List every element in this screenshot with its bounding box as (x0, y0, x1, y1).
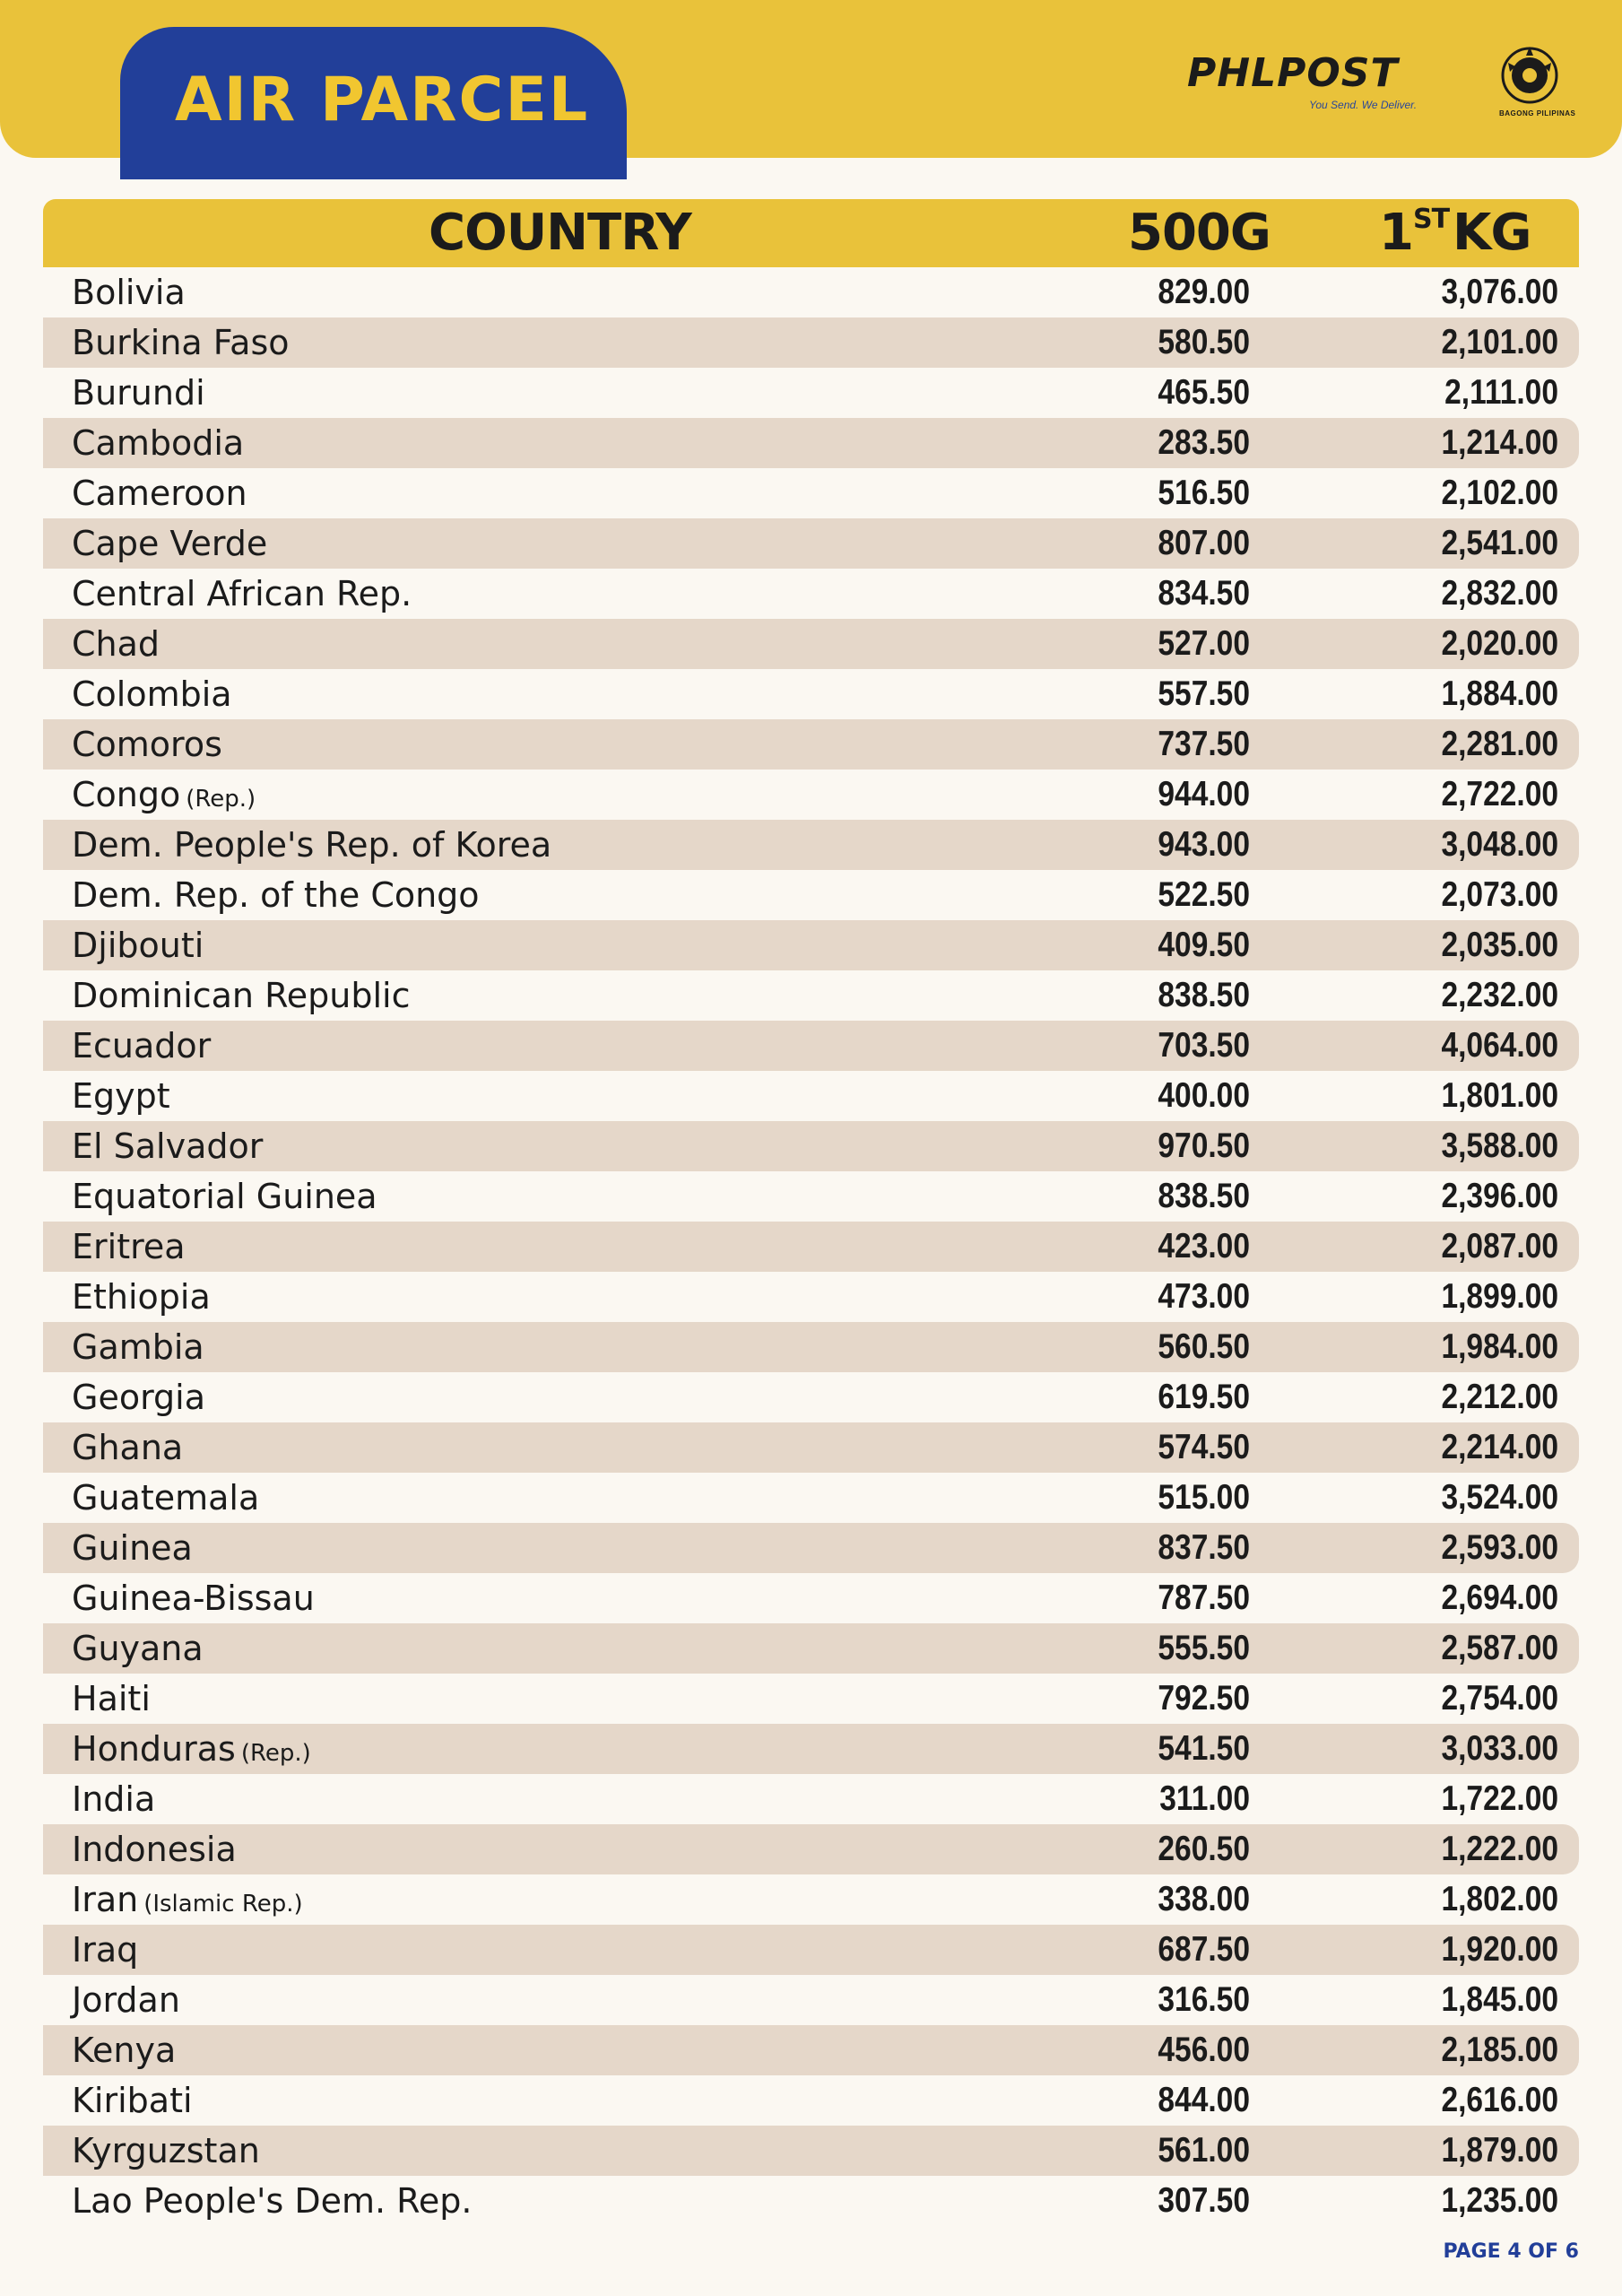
table-row (43, 1724, 1579, 1774)
rate-500g-cell: 944.00 (1158, 775, 1250, 813)
rate-500g-cell: 307.50 (1158, 2181, 1250, 2220)
table-row (43, 1824, 1579, 1874)
country-cell (72, 1473, 259, 1523)
table-row (43, 518, 1579, 569)
rate-1st-kg-cell: 4,064.00 (1441, 1026, 1558, 1065)
column-header-1st-kg-number: 1 (1379, 204, 1413, 262)
country-name: Ghana (72, 1428, 184, 1467)
rate-500g-cell: 829.00 (1158, 273, 1250, 311)
table-body (43, 267, 1579, 2226)
country-name: Central African Rep. (72, 574, 412, 613)
country-cell (72, 820, 551, 870)
rate-1st-kg-cell: 3,076.00 (1441, 273, 1558, 311)
country-cell (72, 870, 480, 920)
country-cell (72, 719, 222, 770)
country-cell (72, 518, 267, 569)
table-row (43, 1121, 1579, 1171)
column-header-country: COUNTRY (429, 204, 691, 262)
country-cell (72, 1272, 211, 1322)
country-name: Kiribati (72, 2081, 193, 2120)
country-name: Dominican Republic (72, 976, 411, 1015)
country-name: Colombia (72, 674, 232, 714)
table-row (43, 770, 1579, 820)
column-header-1st-kg-unit: KG (1453, 204, 1531, 262)
rate-500g-cell: 838.50 (1158, 976, 1250, 1014)
table-row (43, 1774, 1579, 1824)
country-cell (72, 1824, 237, 1874)
country-cell (72, 2126, 260, 2176)
country-name: Indonesia (72, 1830, 237, 1869)
country-name: Chad (72, 624, 160, 664)
table-row (43, 1272, 1579, 1322)
country-cell (72, 1121, 263, 1171)
rate-1st-kg-cell: 1,899.00 (1441, 1277, 1558, 1316)
rate-1st-kg-cell: 1,801.00 (1441, 1076, 1558, 1115)
country-name: Georgia (72, 1378, 205, 1417)
table-row (43, 1071, 1579, 1121)
rate-1st-kg-cell: 2,035.00 (1441, 926, 1558, 964)
table-row (43, 1372, 1579, 1422)
country-note: (Islamic Rep.) (143, 1891, 303, 1918)
table-row (43, 2176, 1579, 2226)
bagong-pilipinas-seal-icon (1496, 39, 1564, 108)
country-name: Cambodia (72, 423, 245, 463)
country-cell (72, 770, 256, 820)
rate-500g-cell: 619.50 (1158, 1378, 1250, 1416)
logo-wordmark: PHLPOST (1187, 50, 1399, 96)
rate-1st-kg-cell: 2,832.00 (1441, 574, 1558, 613)
country-cell (72, 1874, 303, 1925)
rate-1st-kg-cell: 2,087.00 (1441, 1227, 1558, 1265)
rate-500g-cell: 560.50 (1158, 1327, 1250, 1366)
country-cell (72, 1171, 377, 1222)
country-cell (72, 1222, 186, 1272)
rate-500g-cell: 283.50 (1158, 423, 1250, 462)
rate-1st-kg-cell: 1,722.00 (1441, 1779, 1558, 1818)
country-name: Congo (72, 775, 181, 814)
table-row (43, 970, 1579, 1021)
country-name: Jordan (72, 1980, 180, 2020)
rate-1st-kg-cell: 1,884.00 (1441, 674, 1558, 713)
rate-1st-kg-cell: 1,879.00 (1441, 2131, 1558, 2170)
country-cell (72, 1623, 204, 1674)
rate-500g-cell: 792.50 (1158, 1679, 1250, 1718)
rate-1st-kg-cell: 1,222.00 (1441, 1830, 1558, 1868)
rate-1st-kg-cell: 2,212.00 (1441, 1378, 1558, 1416)
rate-1st-kg-cell: 2,281.00 (1441, 725, 1558, 763)
rate-1st-kg-cell: 2,593.00 (1441, 1528, 1558, 1567)
table-row (43, 1222, 1579, 1272)
rate-500g-cell: 516.50 (1158, 474, 1250, 512)
rate-1st-kg-cell: 3,048.00 (1441, 825, 1558, 864)
rate-1st-kg-cell: 2,722.00 (1441, 775, 1558, 813)
rate-500g-cell: 473.00 (1158, 1277, 1250, 1316)
rate-500g-cell: 260.50 (1158, 1830, 1250, 1868)
rate-500g-cell: 522.50 (1158, 875, 1250, 914)
country-cell (72, 2176, 472, 2226)
rate-500g-cell: 423.00 (1158, 1227, 1250, 1265)
rate-1st-kg-cell: 2,101.00 (1441, 323, 1558, 361)
table-row (43, 820, 1579, 870)
country-name: Guinea-Bissau (72, 1578, 315, 1618)
rate-500g-cell: 338.00 (1158, 1880, 1250, 1918)
table-row (43, 1523, 1579, 1573)
country-cell (72, 1975, 180, 2025)
rate-1st-kg-cell: 2,754.00 (1441, 1679, 1558, 1718)
country-name: Haiti (72, 1679, 151, 1718)
country-cell (72, 468, 247, 518)
rate-1st-kg-cell: 2,185.00 (1441, 2031, 1558, 2069)
country-cell (72, 1724, 311, 1774)
rate-1st-kg-cell: 2,616.00 (1441, 2081, 1558, 2119)
country-cell (72, 669, 232, 719)
rate-500g-cell: 400.00 (1158, 1076, 1250, 1115)
table-row (43, 920, 1579, 970)
country-name: Lao People's Dem. Rep. (72, 2181, 473, 2221)
country-name: Kenya (72, 2031, 177, 2070)
country-cell (72, 920, 204, 970)
country-name: Ecuador (72, 1026, 212, 1065)
country-name: Kyrguzstan (72, 2131, 260, 2170)
country-name: Iraq (72, 1930, 139, 1970)
rate-1st-kg-cell: 3,588.00 (1441, 1126, 1558, 1165)
country-cell (72, 368, 205, 418)
table-row (43, 1975, 1579, 2025)
seal-caption: BAGONG PILIPINAS (1499, 109, 1576, 117)
country-cell (72, 569, 412, 619)
table-row (43, 569, 1579, 619)
country-note: (Rep.) (186, 786, 256, 813)
rate-1st-kg-cell: 2,694.00 (1441, 1578, 1558, 1617)
country-cell (72, 1422, 183, 1473)
country-cell (72, 267, 186, 317)
rate-500g-cell: 561.00 (1158, 2131, 1250, 2170)
rate-500g-cell: 541.50 (1158, 1729, 1250, 1768)
column-header-500g: 500G (1128, 204, 1271, 262)
country-cell (72, 970, 410, 1021)
country-cell (72, 1573, 315, 1623)
country-cell (72, 418, 244, 468)
country-cell (72, 317, 290, 368)
table-row (43, 317, 1579, 368)
rate-500g-cell: 737.50 (1158, 725, 1250, 763)
country-name: Bolivia (72, 273, 186, 312)
rate-500g-cell: 787.50 (1158, 1578, 1250, 1617)
rate-1st-kg-cell: 2,020.00 (1441, 624, 1558, 663)
country-cell (72, 1021, 211, 1071)
table-row (43, 1874, 1579, 1925)
table-row (43, 1021, 1579, 1071)
country-name: Burundi (72, 373, 205, 413)
rate-500g-cell: 834.50 (1158, 574, 1250, 613)
country-name: Guinea (72, 1528, 193, 1568)
table-row (43, 2025, 1579, 2075)
country-name: Honduras (72, 1729, 236, 1769)
table-row (43, 368, 1579, 418)
table-row (43, 267, 1579, 317)
rate-500g-cell: 574.50 (1158, 1428, 1250, 1466)
table-row (43, 1674, 1579, 1724)
rate-500g-cell: 943.00 (1158, 825, 1250, 864)
country-name: Gambia (72, 1327, 204, 1367)
country-name: Cameroon (72, 474, 247, 513)
country-name: Iran (72, 1880, 139, 1919)
rate-500g-cell: 844.00 (1158, 2081, 1250, 2119)
rate-1st-kg-cell: 1,845.00 (1441, 1980, 1558, 2019)
rates-table (43, 199, 1579, 2226)
country-cell (72, 2025, 176, 2075)
rate-1st-kg-cell: 1,214.00 (1441, 423, 1558, 462)
table-row (43, 2075, 1579, 2126)
country-cell (72, 1071, 170, 1121)
country-cell (72, 1774, 155, 1824)
rate-500g-cell: 837.50 (1158, 1528, 1250, 1567)
country-cell (72, 1925, 138, 1975)
rate-500g-cell: 807.00 (1158, 524, 1250, 562)
rate-500g-cell: 311.00 (1159, 1779, 1250, 1818)
country-cell (72, 1322, 204, 1372)
country-cell (72, 1523, 193, 1573)
country-name: El Salvador (72, 1126, 264, 1166)
rate-1st-kg-cell: 2,587.00 (1441, 1629, 1558, 1667)
table-row (43, 468, 1579, 518)
rate-1st-kg-cell: 1,920.00 (1441, 1930, 1558, 1969)
rate-500g-cell: 316.50 (1158, 1980, 1250, 2019)
rate-1st-kg-cell: 2,073.00 (1441, 875, 1558, 914)
country-name: India (72, 1779, 156, 1819)
country-note: (Rep.) (240, 1740, 311, 1767)
country-name: Egypt (72, 1076, 170, 1116)
page-title: AIR PARCEL (175, 65, 590, 135)
country-name: Comoros (72, 725, 222, 764)
table-row (43, 1322, 1579, 1372)
country-cell (72, 1372, 205, 1422)
column-header-1st-kg-superscript: ST (1412, 204, 1450, 235)
rate-1st-kg-cell: 2,214.00 (1441, 1428, 1558, 1466)
rate-1st-kg-cell: 1,802.00 (1441, 1880, 1558, 1918)
country-name: Dem. Rep. of the Congo (72, 875, 480, 915)
rate-500g-cell: 515.00 (1158, 1478, 1250, 1517)
table-row (43, 870, 1579, 920)
rate-500g-cell: 527.00 (1158, 624, 1250, 663)
country-cell (72, 619, 160, 669)
rate-500g-cell: 970.50 (1158, 1126, 1250, 1165)
country-cell (72, 2075, 193, 2126)
table-row (43, 1573, 1579, 1623)
table-row (43, 719, 1579, 770)
table-row (43, 1422, 1579, 1473)
rate-1st-kg-cell: 2,541.00 (1441, 524, 1558, 562)
rate-1st-kg-cell: 2,232.00 (1441, 976, 1558, 1014)
rate-500g-cell: 465.50 (1158, 373, 1250, 412)
rate-1st-kg-cell: 3,033.00 (1441, 1729, 1558, 1768)
table-row (43, 1623, 1579, 1674)
table-row (43, 1473, 1579, 1523)
rate-1st-kg-cell: 1,235.00 (1441, 2181, 1558, 2220)
rate-500g-cell: 703.50 (1158, 1026, 1250, 1065)
country-name: Ethiopia (72, 1277, 211, 1317)
table-row (43, 619, 1579, 669)
rate-500g-cell: 555.50 (1158, 1629, 1250, 1667)
table-header (43, 199, 1579, 267)
table-row (43, 2126, 1579, 2176)
rate-1st-kg-cell: 2,111.00 (1444, 373, 1558, 412)
country-name: Burkina Faso (72, 323, 290, 362)
rate-500g-cell: 580.50 (1158, 323, 1250, 361)
phlpost-logo (1184, 39, 1578, 129)
logo-tagline: You Send. We Deliver. (1309, 99, 1418, 111)
table-row (43, 1171, 1579, 1222)
rate-1st-kg-cell: 1,984.00 (1441, 1327, 1558, 1366)
country-name: Dem. People's Rep. of Korea (72, 825, 552, 865)
table-row (43, 1925, 1579, 1975)
country-name: Djibouti (72, 926, 204, 965)
country-name: Eritrea (72, 1227, 186, 1266)
rate-500g-cell: 456.00 (1158, 2031, 1250, 2069)
rate-500g-cell: 409.50 (1158, 926, 1250, 964)
table-row (43, 669, 1579, 719)
table-row (43, 418, 1579, 468)
column-header-1st-kg (1379, 206, 1531, 260)
rate-500g-cell: 687.50 (1158, 1930, 1250, 1969)
rate-1st-kg-cell: 2,396.00 (1441, 1177, 1558, 1215)
page-number: PAGE 4 OF 6 (1443, 2240, 1579, 2263)
country-name: Cape Verde (72, 524, 268, 563)
country-name: Guyana (72, 1629, 204, 1668)
rate-500g-cell: 557.50 (1158, 674, 1250, 713)
rate-500g-cell: 838.50 (1158, 1177, 1250, 1215)
rate-1st-kg-cell: 2,102.00 (1441, 474, 1558, 512)
country-name: Guatemala (72, 1478, 260, 1518)
rate-1st-kg-cell: 3,524.00 (1441, 1478, 1558, 1517)
country-name: Equatorial Guinea (72, 1177, 377, 1216)
country-cell (72, 1674, 151, 1724)
